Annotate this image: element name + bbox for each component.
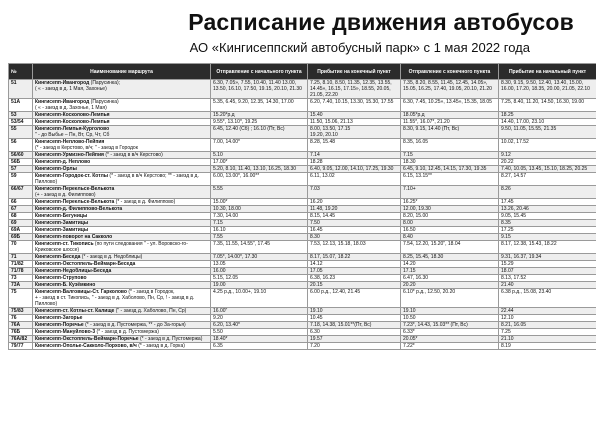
arrival-end-times: 7.18, 14.38, 15.01**(Пт, Вс) (308, 322, 401, 329)
departure-start-times: 5.20, 8.10, 11.40, 13.10, 16.25, 18.30 (211, 166, 308, 173)
departure-end-times: 19.10 (401, 308, 499, 315)
route-cell (33, 289, 211, 308)
arrival-end-times: 16.20 (308, 199, 401, 206)
departure-end-times: 6.15, 13.15** (401, 173, 499, 186)
header-route-name: Наименование маршрута (33, 64, 211, 80)
route-cell (33, 166, 211, 173)
departure-end-times: 6.47, 16.30 (401, 275, 499, 282)
table-row (9, 159, 597, 166)
departure-end-times: 8.20, 15.00 (401, 213, 499, 220)
departure-end-times: 18.05*р.д (401, 112, 499, 119)
route-cell (33, 80, 211, 99)
departure-end-times: 6.33* (401, 329, 499, 336)
arrival-start-times: 7.25 (499, 329, 597, 336)
departure-end-times: 11.55*, 16.07*, 21.20 (401, 119, 499, 126)
route-note: (Парусинка); ( « - заезд в д. 1 Мая, Захонье) (35, 80, 121, 92)
arrival-end-times: 8.30 (308, 234, 401, 241)
route-note: (* - заезд в д. Пустомержа, ** - до За-горья) (83, 322, 186, 328)
arrival-start-times: 22.44 (499, 308, 597, 315)
arrival-start-times: 7.25, 8.40, 11.20, 14.50, 16.30, 19.00 (499, 99, 597, 112)
route-number: 51 (9, 80, 33, 99)
arrival-start-times: 21.40 (499, 282, 597, 289)
route-name: Кингисепп-Мануйлово-3 (35, 329, 96, 335)
route-number: 69А (9, 227, 33, 234)
departure-start-times: 9.55*, 13.10*, 19.25 (211, 119, 308, 126)
arrival-end-times: 14.12 (308, 261, 401, 268)
route-cell (33, 234, 211, 241)
arrival-end-times: 7.20 (308, 343, 401, 350)
header-number: № (9, 64, 33, 80)
route-name: Кингисепп-Переельсе-Велькота (35, 199, 115, 205)
departure-start-times: 9.20 (211, 315, 308, 322)
route-number: 53/54 (9, 119, 33, 126)
departure-start-times: 17.00* (211, 159, 308, 166)
route-cell (33, 282, 211, 289)
departure-end-times: 16.25* (401, 199, 499, 206)
route-cell (33, 159, 211, 166)
route-number: 76 (9, 315, 33, 322)
arrival-start-times: 8.27, 14.57 (499, 173, 597, 186)
route-name: Кингисепп-Беседа (35, 254, 81, 260)
route-number: 70 (9, 241, 33, 254)
route-cell (33, 119, 211, 126)
route-name: Кингисепп-Косколово-Лемпья (35, 112, 110, 118)
route-name: Кингисепп-Недоблицы-Беседа (35, 268, 112, 274)
route-cell (33, 173, 211, 186)
table-row (9, 322, 597, 329)
route-note: (* - заезд в д. Горка) (136, 343, 185, 349)
departure-end-times: 6.45, 9.10, 12.45, 14.15, 17.30, 19.35 (401, 166, 499, 173)
arrival-start-times: 8.19 (499, 343, 597, 350)
arrival-start-times: 10.02, 17.52 (499, 139, 597, 152)
arrival-end-times: 6.38, 16.23 (308, 275, 401, 282)
departure-start-times: 7.55 (211, 234, 308, 241)
route-number: 76А (9, 322, 33, 329)
route-name: Кингисепп-Загорье (35, 315, 83, 321)
departure-end-times: 6.30, 7.45, 10.25», 13.45», 15.35, 18.05 (401, 99, 499, 112)
route-number: 71/82 (9, 261, 33, 268)
route-note: (* - заезд в в/ч Керстово; ** - заезд в д. Пиллово) (35, 173, 199, 185)
departure-end-times: 20.05* (401, 336, 499, 343)
route-name: Кингисепп-Урмизно-Пейпия (35, 152, 104, 158)
arrival-start-times: 15.29 (499, 261, 597, 268)
route-note: (* - заезд в Городок, + - заезд в ст. Тикопись, " - заезд в д. Хаболово, Пн, Ср, ! - заезд в д. Пиллово) (35, 289, 195, 307)
route-name: Кингисепп-Ополье-Сакколо-Порхово, в/ч (35, 343, 137, 349)
arrival-end-times: 7.50 (308, 220, 401, 227)
departure-start-times: 7.15 (211, 220, 308, 227)
table-row (9, 152, 597, 159)
arrival-end-times: 6.40, 9.05, 12.00, 14.10, 17.25, 19.30 (308, 166, 401, 173)
route-name: Кингисепп-поворот на Сакколо (35, 234, 113, 240)
departure-end-times: 8.35, 16.05 (401, 139, 499, 152)
departure-end-times: 8.25, 15.45, 18.30 (401, 254, 499, 261)
table-row (9, 213, 597, 220)
route-cell (33, 322, 211, 329)
departure-start-times: 7.30, 14.00 (211, 213, 308, 220)
arrival-start-times: 8.17, 12.38, 15.43, 18.22 (499, 241, 597, 254)
departure-end-times: 7.35, 8.20, 8.55, 11.45, 12.45, 14.05», 15.05, 16.25, 17.40, 19.05, 20.10, 21.20 (401, 80, 499, 99)
arrival-end-times: 8.17, 15.07, 18.22 (308, 254, 401, 261)
arrival-end-times: 19.57 (308, 336, 401, 343)
arrival-end-times: 7.14 (308, 152, 401, 159)
arrival-end-times: 20.15 (308, 282, 401, 289)
departure-end-times: 16.50 (401, 227, 499, 234)
route-number: 69 (9, 220, 33, 227)
arrival-start-times: 18.25 (499, 112, 597, 119)
route-cell (33, 343, 211, 350)
table-row (9, 289, 597, 308)
route-cell (33, 99, 211, 112)
route-cell (33, 199, 211, 206)
route-number: 59 (9, 173, 33, 186)
arrival-end-times: 11.48, 19.20 (308, 206, 401, 213)
route-number: 55 (9, 126, 33, 139)
route-number: 71/78 (9, 268, 33, 275)
arrival-end-times: 7.25, 8.10, 8.50, 11.35, 12.35, 13.55, 14.45», 16.15, 17.15», 18.55, 20.05, 21.05, 22.20 (308, 80, 401, 99)
route-note: (* - заезд в Керстово, в/ч; " - заезд в Городок (35, 145, 138, 151)
route-note: (по пути следования " - ул. Воровско-го-Криковское шоссе) (35, 241, 188, 253)
departure-start-times: 7.35, 11.55, 14.55", 17.45 (211, 241, 308, 254)
route-cell (33, 206, 211, 213)
arrival-end-times: 8.00, 13.50, 17.15 19.20, 20.10 (308, 126, 401, 139)
route-cell (33, 268, 211, 275)
route-cell (33, 315, 211, 322)
departure-start-times: 16.00 (211, 268, 308, 275)
route-number: 57 (9, 166, 33, 173)
arrival-start-times: 9.05, 15.45 (499, 213, 597, 220)
route-number: 68 (9, 213, 33, 220)
table-header-row (9, 64, 597, 80)
arrival-end-times: 8.28, 15.48 (308, 139, 401, 152)
route-name: Кингисепп-д. Филиппово-Велькота (35, 206, 123, 212)
route-name: Кингисепп-Струпово (35, 275, 87, 281)
arrival-end-times: 16.45 (308, 227, 401, 234)
table-row (9, 329, 597, 336)
arrival-start-times: 9.15 (499, 234, 597, 241)
route-name: Кингисепп-Поречье (35, 322, 84, 328)
departure-start-times: 6.20, 13.40* (211, 322, 308, 329)
table-row (9, 206, 597, 213)
table-row (9, 308, 597, 315)
table-row (9, 282, 597, 289)
arrival-start-times: 18.07 (499, 268, 597, 275)
route-name: Кингисепп-Замитицы (35, 220, 89, 226)
route-cell (33, 336, 211, 343)
route-name: Кингисепп-Валговицы-Ст. Гарколово (35, 289, 127, 295)
departure-end-times: 20.20 (401, 282, 499, 289)
arrival-start-times: 17.25 (499, 227, 597, 234)
departure-end-times: 10.50 (401, 315, 499, 322)
table-row (9, 315, 597, 322)
route-cell (33, 241, 211, 254)
route-cell (33, 186, 211, 199)
departure-end-times: 8.30, 9.15, 14.40 (Пт, Вс) (401, 126, 499, 139)
route-note: (* - заезд в д. Недоблицы) (80, 254, 143, 260)
header-departure-end: Отправление с конечного пункта (401, 64, 499, 80)
route-cell (33, 227, 211, 234)
route-cell (33, 329, 211, 336)
route-cell (33, 152, 211, 159)
route-cell (33, 220, 211, 227)
route-cell (33, 139, 211, 152)
route-name: Кингисепп-Ивангород (35, 99, 90, 105)
arrival-end-times: 6.00 р.д., 12.40, 21.45 (308, 289, 401, 308)
route-number: 53 (9, 112, 33, 119)
arrival-start-times: 8.30, 9.15, 9.50, 12.40, 13.40, 15.00, 16.00, 17.20, 18.35, 20.00, 21.05, 22.10 (499, 80, 597, 99)
arrival-start-times: 9.50, 11.05, 15.55, 21.35 (499, 126, 597, 139)
departure-start-times: 10.30, 18.00 (211, 206, 308, 213)
route-name: Кингисепп-Замитицы (35, 227, 89, 233)
route-number: 56Б (9, 159, 33, 166)
departure-end-times: 7.15 (401, 152, 499, 159)
route-number: 71 (9, 254, 33, 261)
departure-end-times: 18.30 (401, 159, 499, 166)
departure-end-times: 7.10+ (401, 186, 499, 199)
route-cell (33, 213, 211, 220)
route-cell (33, 126, 211, 139)
arrival-start-times: 8.26 (499, 186, 597, 199)
table-row (9, 199, 597, 206)
arrival-end-times: 6.30 (308, 329, 401, 336)
arrival-start-times: 8.13, 17.52 (499, 275, 597, 282)
departure-start-times: 6.30, 7.05», 7.55, 10.40, 11.40 13.00, 13.50, 16.10, 17.50, 19.15, 20.10, 21.30 (211, 80, 308, 99)
route-note: (* - заезд в в/ч Керстово) (103, 152, 163, 158)
arrival-start-times: 8.35 (499, 220, 597, 227)
arrival-start-times: 6.38 р.д., 15.08, 23.40 (499, 289, 597, 308)
table-row (9, 99, 597, 112)
table-row (9, 261, 597, 268)
arrival-start-times: 13.26, 20.46 (499, 206, 597, 213)
departure-start-times: 13.05 (211, 261, 308, 268)
route-cell (33, 254, 211, 261)
departure-start-times: 18.40* (211, 336, 308, 343)
departure-start-times: 4.25 р.д., 10.00+, 19.10 (211, 289, 308, 308)
arrival-end-times: 15.40 (308, 112, 401, 119)
arrival-end-times: 6.20, 7.40, 10.15, 13.30, 15.30, 17.55 (308, 99, 401, 112)
route-note: (" - заезд д. Хаболово, Пн, Ср) (114, 308, 187, 314)
route-cell (33, 308, 211, 315)
departure-end-times: 14.20 (401, 261, 499, 268)
table-row (9, 112, 597, 119)
departure-start-times: 19.00 (211, 282, 308, 289)
arrival-start-times: 9.31, 16.37, 19.34 (499, 254, 597, 261)
route-cell (33, 112, 211, 119)
route-name: Кингисепп-Косколово-Лемпья (35, 119, 110, 125)
route-number: 56/60 (9, 152, 33, 159)
departure-start-times: 7.00, 14.00* (211, 139, 308, 152)
departure-end-times: 7.22* (401, 343, 499, 350)
route-number: 75 (9, 289, 33, 308)
departure-end-times: 6.10* р.д., 12.50, 20.20 (401, 289, 499, 308)
route-name: Кингисепп-ст. Тикопись (35, 241, 94, 247)
route-name: Кингисепп-Б. Кузёмкино (35, 282, 96, 288)
page-subtitle: АО «Кингисеппский автобусный парк» с 1 мая 2022 года (189, 40, 530, 55)
route-cell (33, 275, 211, 282)
route-number: 73А (9, 282, 33, 289)
table-row (9, 220, 597, 227)
departure-end-times: 7.54, 12.20, 15.20", 18.04 (401, 241, 499, 254)
route-number: 51А (9, 99, 33, 112)
route-number: 56 (9, 139, 33, 152)
arrival-end-times: 17.05 (308, 268, 401, 275)
route-number: 66 (9, 199, 33, 206)
departure-start-times: 16.00" (211, 308, 308, 315)
arrival-start-times: 12.10 (499, 315, 597, 322)
departure-end-times: 8.00 (401, 220, 499, 227)
departure-start-times: 6.35 (211, 343, 308, 350)
arrival-end-times: 6.11, 13.02 (308, 173, 401, 186)
departure-start-times: 16.10 (211, 227, 308, 234)
route-name: Кингисепп-Переельсе-Велькота (35, 186, 115, 192)
departure-start-times: 15.20*р.д (211, 112, 308, 119)
table-row (9, 139, 597, 152)
route-cell (33, 261, 211, 268)
arrival-start-times: 17.45 (499, 199, 597, 206)
table-row (9, 173, 597, 186)
route-note: (Парусинка) ( « - заезд в д. Захонье, 1 Мая) (35, 99, 119, 111)
table-row (9, 241, 597, 254)
table-row (9, 166, 597, 173)
departure-end-times: 12.00, 19.30 (401, 206, 499, 213)
arrival-end-times: 7.53, 12.13, 15.18, 18.03 (308, 241, 401, 254)
table-row (9, 119, 597, 126)
departure-start-times: 5.50 (211, 329, 308, 336)
departure-start-times: 5.10 (211, 152, 308, 159)
route-number: 76А/82 (9, 336, 33, 343)
route-name: Кингисепп-Окстоппель-Веймарн-Беседа (35, 261, 136, 267)
departure-start-times: 5.15, 12.05 (211, 275, 308, 282)
route-note: (* - заезд в д. Пустомержа) (138, 336, 203, 342)
departure-end-times: 7.23*, 14.43, 15.03** (Пт, Вс) (401, 322, 499, 329)
route-number: 75/83 (9, 308, 33, 315)
route-number: 69Б (9, 234, 33, 241)
departure-start-times: 6.45, 12.40 (Сб) ; 16.10 (Пт, Вс) (211, 126, 308, 139)
arrival-end-times: 8.15, 14.45 (308, 213, 401, 220)
departure-start-times: 15.00* (211, 199, 308, 206)
arrival-start-times: 9.12 (499, 152, 597, 159)
departure-start-times: 5.55 (211, 186, 308, 199)
timetable-body (9, 80, 597, 350)
route-note: (* - заезд в д. Филиппово) (114, 199, 176, 205)
route-note: (* - заезд в д. Пустомержа) (95, 329, 159, 335)
arrival-end-times: 11.50, 15.06, 21.13 (308, 119, 401, 126)
table-row (9, 126, 597, 139)
departure-start-times: 6.00, 13.00*, 16.00** (211, 173, 308, 186)
route-number: 76Б (9, 329, 33, 336)
route-name: Кингисепп-д. Неплово (35, 159, 91, 165)
route-number: 66/67 (9, 186, 33, 199)
route-note: " - до Выбье – Пн, Вт, Ср, Чт, Сб (35, 132, 110, 138)
route-name: Кингисепп-Неплово-Пейпия (35, 139, 105, 145)
header-arrival-end: Прибытие на конечный пункт (308, 64, 401, 80)
table-row (9, 186, 597, 199)
table-row (9, 234, 597, 241)
table-row (9, 80, 597, 99)
page-title: Расписание движения автобусов (188, 9, 574, 35)
departure-end-times: 17.15 (401, 268, 499, 275)
route-name: Кингисепп-ст. Котлы-ст. Калище (35, 308, 115, 314)
arrival-end-times: 19.10 (308, 308, 401, 315)
table-row (9, 343, 597, 350)
route-name: Кингисепп-Городок-ст. Котлы (35, 173, 109, 179)
table-row (9, 336, 597, 343)
departure-start-times: 7.05*, 14.00*, 17.30 (211, 254, 308, 261)
arrival-end-times: 10.45 (308, 315, 401, 322)
route-number: 67 (9, 206, 33, 213)
departure-start-times: 5.35, 6.45, 9.20, 12.35, 14.30, 17.00 (211, 99, 308, 112)
header-departure-start: Отправление с начального пункта (211, 64, 308, 80)
route-number: 73 (9, 275, 33, 282)
departure-end-times: 8.40 (401, 234, 499, 241)
arrival-start-times: 14.40, 17.00, 23.10 (499, 119, 597, 126)
header-arrival-start: Прибытие на начальный пункт (499, 64, 597, 80)
arrival-end-times: 7.03 (308, 186, 401, 199)
arrival-start-times: 21.10 (499, 336, 597, 343)
table-row (9, 227, 597, 234)
arrival-start-times: 7.40, 10.05, 13.45, 15.10, 18.25, 20.25 (499, 166, 597, 173)
timetable-sheet (8, 63, 596, 424)
route-number: 79/77 (9, 343, 33, 350)
table-row (9, 275, 597, 282)
table-row (9, 268, 597, 275)
route-name: Кингисепп-Ивангород (35, 80, 90, 86)
arrival-start-times: 20.22 (499, 159, 597, 166)
arrival-start-times: 8.21, 16.05 (499, 322, 597, 329)
arrival-end-times: 18.28 (308, 159, 401, 166)
route-name: Кингисепп-Окстоппель-Веймарн-Поречье (35, 336, 139, 342)
table-row (9, 254, 597, 261)
timetable-table (8, 63, 596, 350)
route-note: (+ - заезд в д. Филиппово) (35, 192, 96, 198)
route-name: Кингисепп-Лемпья-Курголово (35, 126, 110, 132)
route-name: Кингисепп-Орлы (35, 166, 77, 172)
route-name: Кингисепп-Бегуницы (35, 213, 88, 219)
